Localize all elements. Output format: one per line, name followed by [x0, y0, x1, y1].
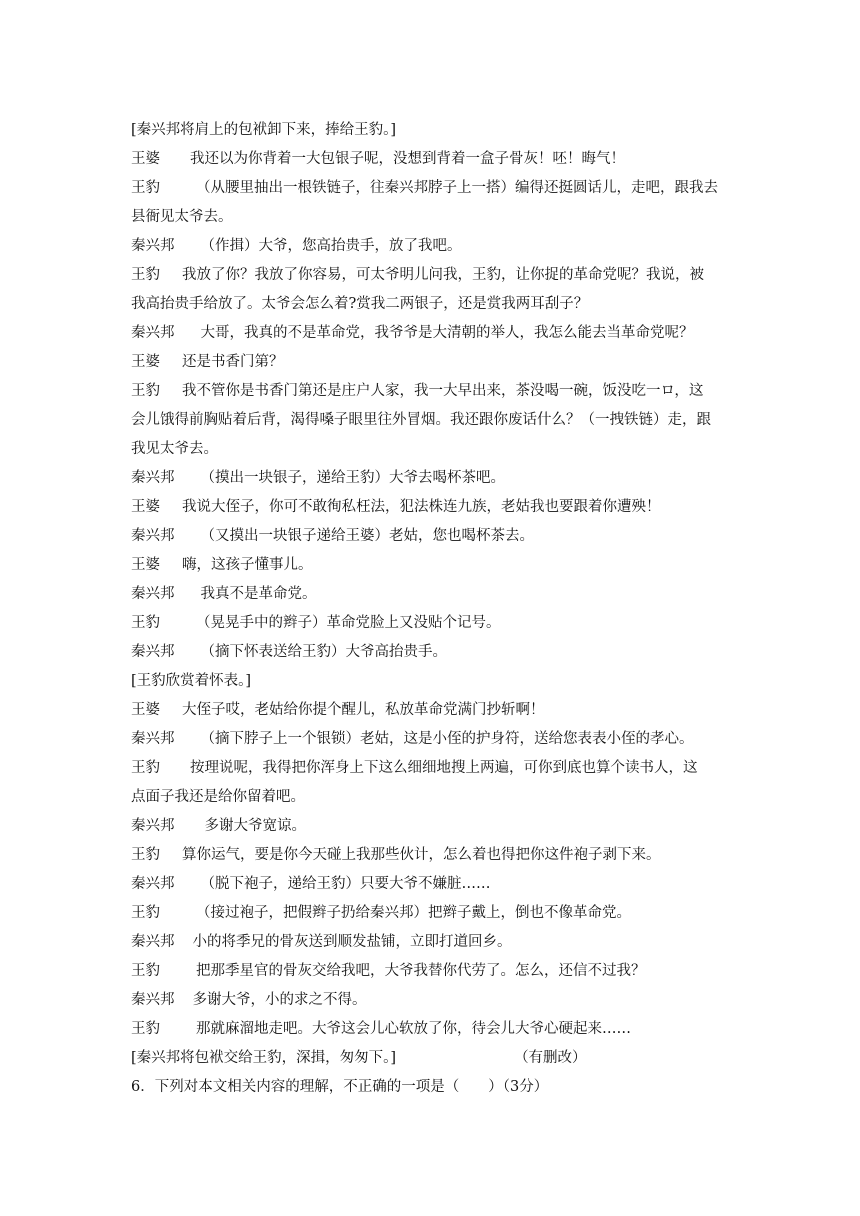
speaker-name: 王豹: [131, 905, 160, 921]
dialogue-text: （从腰里抽出一根铁链子，往秦兴邦脖子上一搭）编得还挺圆话儿，走吧，跟我去: [196, 180, 718, 196]
stage-direction: [王豹欣赏着怀表。]: [131, 673, 252, 689]
dialogue-continuation: 点面子我还是给你留着吧。: [131, 789, 305, 805]
speaker-name: 王婆: [131, 354, 160, 370]
speaker-name: 秦兴邦: [131, 238, 175, 254]
dialogue-text: （摘下怀表送给王豹）大爷高抬贵手。: [200, 644, 447, 660]
dialogue-text: 多谢大爷宽谅。: [204, 818, 306, 834]
speaker-name: 王豹: [131, 847, 160, 863]
dialogue-line: [131, 870, 741, 899]
dialogue-text: 我真不是革命党。: [200, 586, 317, 602]
speaker-name: 秦兴邦: [131, 818, 175, 834]
dialogue-text: 我还以为你背着一大包银子呢，没想到背着一盒子骨灰！呸！晦气！: [190, 151, 625, 167]
dialogue-text: 按理说呢，我得把你浑身上下这么细细地搜上两遍，可你到底也算个读书人，这: [190, 760, 698, 776]
dialogue-line: [131, 174, 741, 203]
dialogue-text: 嗨，这孩子懂事儿。: [182, 557, 313, 573]
dialogue-line: [131, 348, 741, 377]
dialogue-line: [131, 754, 741, 783]
dialogue-text: 还是书香门第？: [182, 354, 284, 370]
dialogue-line: [131, 261, 741, 290]
dialogue-text: 大哥，我真的不是革命党，我爷爷是大清朝的举人，我怎么能去当革命党呢？: [200, 325, 694, 341]
dialogue-text: （接过袍子，把假辫子扔给秦兴邦）把辫子戴上，倒也不像革命党。: [196, 905, 631, 921]
speaker-name: 秦兴邦: [131, 644, 175, 660]
dialogue-text: （脱下袍子，递给王豹）只要大爷不嫌脏……: [200, 876, 491, 892]
speaker-name: 秦兴邦: [131, 586, 175, 602]
abridged-note: （有删改）: [514, 1050, 587, 1066]
speaker-name: 秦兴邦: [131, 528, 175, 544]
stage-direction: [秦兴邦将肩上的包袱卸下来，捧给王豹。]: [131, 122, 397, 138]
stage-direction: [131, 1044, 741, 1073]
dialogue-continuation: 我高抬贵手给放了。太爷会怎么着?赏我二两银子，还是赏我两耳刮子？: [131, 296, 589, 312]
dialogue-line: [131, 377, 741, 406]
speaker-name: 王豹: [131, 963, 160, 979]
dialogue-text: （作揖）大爷，您高抬贵手，放了我吧。: [200, 238, 462, 254]
dialogue-line: [131, 957, 741, 986]
speaker-name: 王婆: [131, 702, 160, 718]
dialogue-line: [131, 464, 741, 493]
speaker-name: 王豹: [131, 1021, 160, 1037]
dialogue-line: [131, 899, 741, 928]
dialogue-line: [131, 725, 741, 754]
dialogue-line: [131, 638, 741, 667]
dialogue-text: 小的将季兄的骨灰送到顺发盐铺，立即打道回乡。: [192, 934, 512, 950]
dialogue-line: [131, 580, 741, 609]
dialogue-line: [131, 232, 741, 261]
speaker-name: 王豹: [131, 760, 160, 776]
dialogue-text: （摸出一块银子，递给王豹）大爷去喝杯茶吧。: [200, 470, 505, 486]
dialogue-line: [131, 522, 741, 551]
dialogue-line: [131, 841, 741, 870]
dialogue-text: （晃晃手中的辫子）革命党脸上又没贴个记号。: [196, 615, 501, 631]
dialogue-text: 把那季星官的骨灰交给我吧，大爷我替你代劳了。怎么，还信不过我？: [196, 963, 646, 979]
dialogue-text: 那就麻溜地走吧。大爷这会儿心软放了你，待会儿大爷心硬起来……: [196, 1021, 631, 1037]
dialogue-line: [131, 1015, 741, 1044]
dialogue-text: 多谢大爷，小的求之不得。: [192, 992, 367, 1008]
dialogue-text: 我不管你是书香门第还是庄户人家，我一大早出来，茶没喝一碗，饭没吃一ロ，这: [182, 383, 704, 399]
dialogue-text: 算你运气，要是你今天碰上我那些伙计，怎么着也得把你这件袍子剥下来。: [182, 847, 661, 863]
dialogue-line: [131, 928, 741, 957]
speaker-name: 秦兴邦: [131, 876, 175, 892]
dialogue-line: [131, 609, 741, 638]
dialogue-line: [131, 319, 741, 348]
dialogue-text: （摘下脖子上一个银锁）老姑，这是小侄的护身符，送给您表表小侄的孝心。: [200, 731, 694, 747]
dialogue-line: [131, 696, 741, 725]
dialogue-text: 我说大侄子，你可不敢徇私枉法，犯法株连九族，老姑我也要跟着你遭殃！: [182, 499, 661, 515]
speaker-name: 王豹: [131, 267, 160, 283]
speaker-name: 秦兴邦: [131, 934, 175, 950]
dialogue-text: 我放了你？我放了你容易，可太爷明儿问我，王豹，让你捉的革命党呢？我说，被: [182, 267, 704, 283]
document-page: [131, 116, 741, 1102]
stage-direction-text: [秦兴邦将包袱交给王豹，深揖，匆匆下。]: [131, 1050, 397, 1066]
dialogue-continuation: 会儿饿得前胸贴着后背，渴得嗓子眼里往外冒烟。我还跟你废话什么？（一拽铁链）走，跟: [131, 412, 711, 428]
dialogue-continuation: 我见太爷去。: [131, 441, 218, 457]
speaker-name: 秦兴邦: [131, 325, 175, 341]
speaker-name: 王婆: [131, 557, 160, 573]
speaker-name: 秦兴邦: [131, 731, 175, 747]
speaker-name: 王豹: [131, 615, 160, 631]
speaker-name: 王婆: [131, 151, 160, 167]
dialogue-continuation: 县衙见太爷去。: [131, 209, 233, 225]
speaker-name: 秦兴邦: [131, 470, 175, 486]
dialogue-line: [131, 812, 741, 841]
speaker-name: 王豹: [131, 180, 160, 196]
speaker-name: 王豹: [131, 383, 160, 399]
dialogue-line: [131, 986, 741, 1015]
dialogue-line: [131, 493, 741, 522]
speaker-name: 王婆: [131, 499, 160, 515]
dialogue-line: [131, 551, 741, 580]
dialogue-line: [131, 145, 741, 174]
speaker-name: 秦兴邦: [131, 992, 175, 1008]
dialogue-text: （又摸出一块银子递给王婆）老姑，您也喝杯茶去。: [200, 528, 534, 544]
question-line: 6．下列对本文相关内容的理解，不正确的一项是（ ）（3分）: [131, 1079, 549, 1095]
dialogue-text: 大侄子哎，老姑给你提个醒儿，私放革命党满门抄斩啊！: [182, 702, 545, 718]
